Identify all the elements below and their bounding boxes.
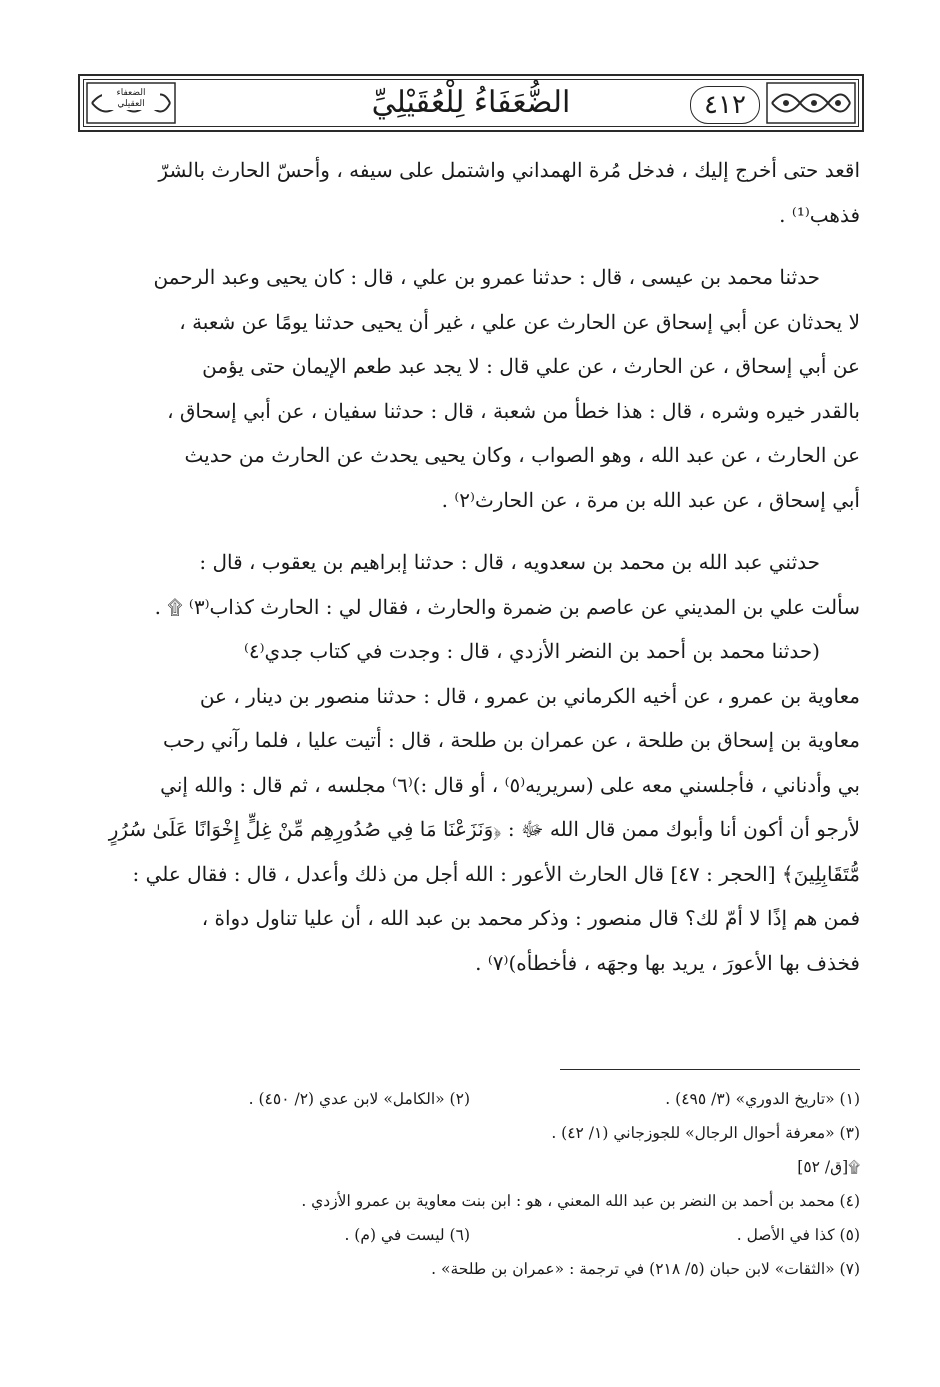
title-emblem: الضعفاء العقيلي — [102, 88, 160, 110]
footnote-row — [80, 1218, 860, 1252]
footnote-separator — [560, 1069, 860, 1070]
page-number: ٤١٢ — [690, 86, 760, 124]
text-line: عن الحارث ، عن عبد الله ، وهو الصواب ، وكان يحيى يحدث عن الحارث من حديث — [184, 443, 860, 467]
text-line: حدثنا محمد بن عيسى ، قال : حدثنا عمرو بن علي ، قال : كان يحيى وعبد الرحمن — [153, 265, 820, 289]
main-text — [80, 148, 860, 985]
footnote-1: (١) «تاريخ الدوري» (٣/ ٤٩٥) . — [665, 1090, 860, 1108]
text-line: فذهب⁽¹⁾ . — [779, 202, 860, 227]
footnote-4: (٤) محمد بن أحمد بن النضر بن عبد الله المعني ، هو : ابن بنت معاوية بن عمرو الأزدي . — [301, 1192, 860, 1210]
book-title: الضُّعَفَاءُ لِلْعُقَيْلِيِّ — [371, 85, 571, 120]
footnote-3: (٣) «معرفة أحوال الرجال» للجوزجاني (١/ ٤٢) . — [551, 1124, 860, 1142]
footnote-2: (٢) «الكامل» لابن عدي (٢/ ٤٥٠) . — [248, 1090, 470, 1108]
text-line: معاوية بن إسحاق بن طلحة ، عن عمران بن طلحة ، قال : أتيت عليا ، فلما رآني رحب — [162, 728, 860, 752]
footnote-row — [80, 1082, 860, 1116]
text-line: مُّتَقَابِلِينَ﴾ [الحجر : ٤٧] قال الحارث الأعور : الله أجل من ذلك وأعدل ، قال : فقال علي : — [132, 861, 860, 886]
text-line: لأرجو أن أكون أنا وأبوك ممن قال الله ﷻ : ﴿وَنَزَعْنَا مَا فِي صُدُورِهِم مِّنْ غِلٍّ إِخْوَانًا عَلَىٰ سُرُرٍ — [108, 817, 860, 841]
manuscript-ref: ۩[ق/ ٥٢] — [797, 1158, 860, 1176]
text-line: اقعد حتى أخرج إليك ، فدخل مُرة الهمداني واشتمل على سيفه ، وأحسّ الحارث بالشرّ — [158, 158, 860, 182]
text-line: لا يحدثان عن أبي إسحاق عن الحارث عن علي ، غير أن يحيى حدثنا يومًا عن شعبة ، — [179, 309, 860, 334]
text-line: سألت علي بن المديني عن عاصم بن ضمرة والحارث ، فقال لي : الحارث كذاب⁽٣⁾ ۩ . — [154, 594, 860, 619]
text-line: أبي إسحاق ، عن عبد الله بن مرة ، عن الحارث⁽٢⁾ . — [441, 487, 860, 512]
footnotes — [80, 1082, 860, 1286]
text-line: بي وأدناني ، فأجلسني معه على (سريريه⁽٥⁾ ، أو قال :)⁽٦⁾ مجلسه ، ثم قال : والله إني — [160, 772, 860, 797]
footnote-7: (٧) «الثقات» لابن حبان (٥/ ٢١٨) في ترجمة : «عمران بن طلحة» . — [431, 1260, 860, 1278]
text-line: (حدثنا محمد بن أحمد بن النضر الأزدي ، قال : وجدت في كتاب جدي⁽٤⁾ — [243, 639, 820, 663]
page-header — [78, 74, 864, 132]
text-line: فخذف بها الأعورَ ، يريد بها وجهَه ، فأخطأه)⁽٧⁾ . — [475, 950, 860, 975]
text-line: معاوية بن عمرو ، عن أخيه الكرماني بن عمرو ، قال : حدثنا منصور بن دينار ، عن — [199, 683, 860, 708]
text-line: بالقدر خيره وشره ، قال : هذا خطأ من شعبة ، قال : حدثنا سفيان ، عن أبي إسحاق ، — [167, 398, 860, 423]
text-line: فمن هم إذًا لا أمّ لك؟ قال منصور : وذكر محمد بن عبد الله ، أن عليا تناول دواة ، — [201, 906, 860, 930]
text-line: حدثني عبد الله بن محمد بن سعدويه ، قال : حدثنا إبراهيم بن يعقوب ، قال : — [199, 550, 820, 574]
footnote-5: (٥) كذا في الأصل . — [736, 1226, 860, 1244]
ornament-right-icon — [766, 82, 856, 124]
text-line: عن أبي إسحاق ، عن الحارث ، عن علي قال : لا يجد عبد طعم الإيمان حتى يؤمن — [202, 354, 860, 378]
footnote-6: (٦) ليست في (م) . — [344, 1226, 470, 1244]
